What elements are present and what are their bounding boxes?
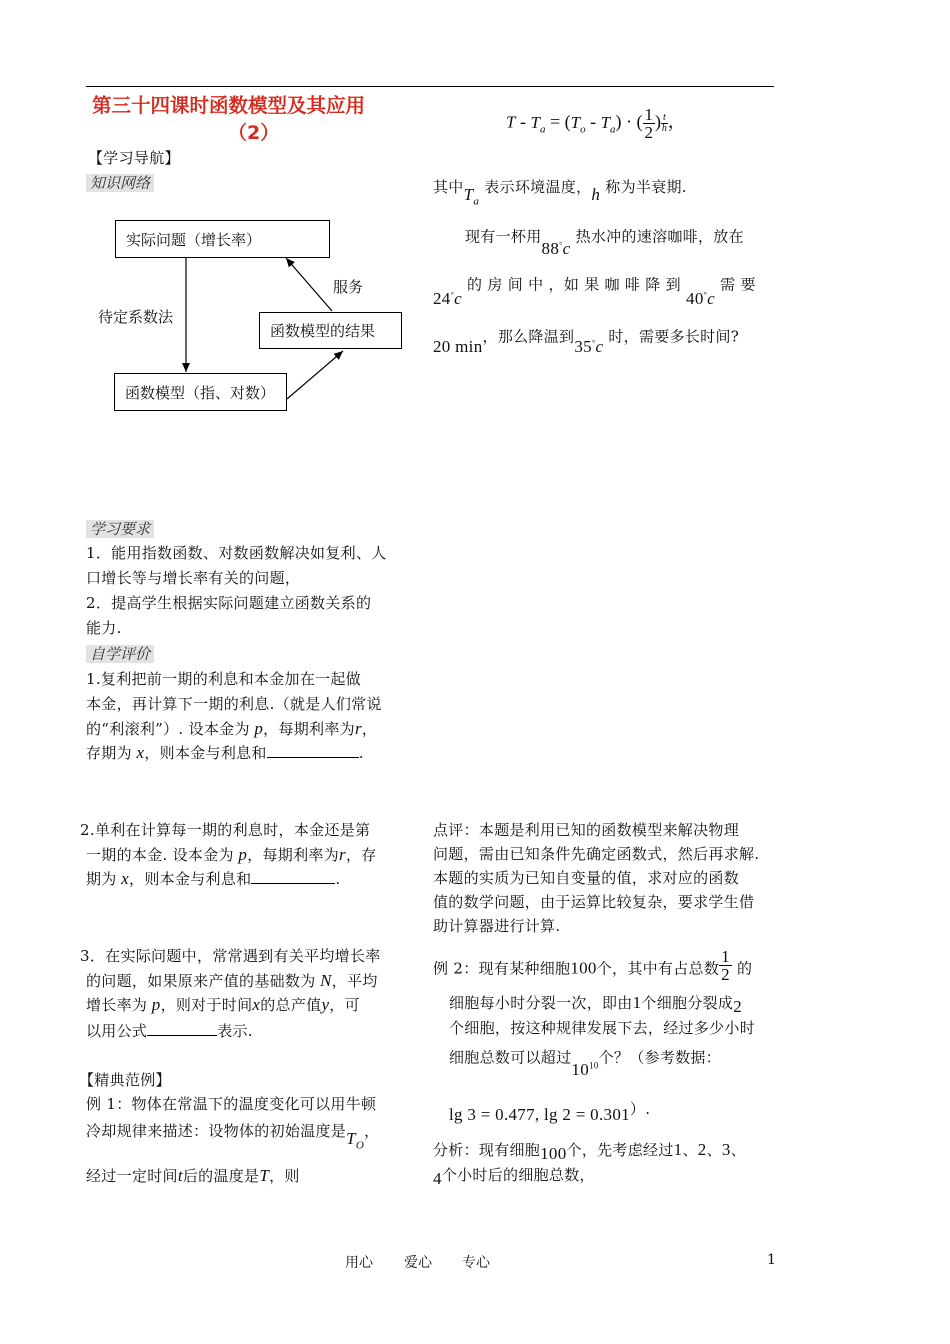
comment-line2: 问题，需由已知条件先确定函数式，然后再求解.: [433, 845, 760, 863]
answer-blank-3[interactable]: [147, 1019, 217, 1036]
footer-text-2: 爱心: [404, 1255, 432, 1271]
q3-line1: 3．在实际问题中，常常遇到有关平均增长率: [80, 947, 381, 965]
diagram-arrows: [0, 0, 450, 430]
req2-line1: 2．提高学生根据实际问题建立函数关系的: [86, 594, 372, 612]
q2-line2: 一期的本金. 设本金为 p，每期利率为r，存: [86, 845, 377, 864]
ex1-line3: 经过一定时间t后的温度是T，则: [86, 1166, 300, 1185]
arrow-up-left: [286, 258, 332, 311]
self-eval-heading: 自学评价: [86, 645, 154, 663]
page-number: 1: [767, 1252, 776, 1268]
label-undetermined-coefficient: 待定系数法: [98, 308, 174, 326]
req1-line1: 1．能用指数函数、对数函数解决如复利、人: [86, 544, 387, 562]
q1-line1: 1.复利把前一期的利息和本金加在一起做: [86, 670, 362, 688]
newton-cooling-formula: $T - T_a = (T_o - T_a)$ · ( $\frac{1}{2}$ ) $\frac{t}{h}$ ，: [506, 105, 686, 142]
q1-line3: 的“利滚利”）. 设本金为 p，每期利率为r，: [86, 719, 378, 738]
label-serve: 服务: [333, 278, 364, 296]
requirements-heading: 学习要求: [86, 520, 154, 538]
analysis-line1: 分析：现有细胞100个，先考虑经过1、2、3、: [433, 1140, 746, 1163]
ex2-line1: 例 2：现有某种细胞100个，其中有占总数 $\frac{1}{2}$ 的: [433, 947, 753, 984]
coffee-line3: 20 min，那么降温到35°c 时，需要多长时间?: [433, 327, 740, 356]
analysis-line2: 4个小时后的细胞总数，: [433, 1166, 595, 1188]
ex2-line5: lg 3 = 0.477, lg 2 = 0.301）.: [449, 1100, 651, 1124]
ex2-line3: 个细胞，按这种规律发展下去，经过多少小时: [449, 1019, 756, 1037]
arrow-up-right: [287, 351, 343, 399]
coffee-line2: 24°c 的 房 间 中 ，如 果 咖 啡 降 到 40°c 需 要: [433, 275, 756, 308]
page-title-number: （2）: [228, 122, 280, 144]
box-function-model: 函数模型（指、对数）: [114, 373, 287, 411]
coffee-line1: 现有一杯用88°c 热水冲的速溶咖啡，放在: [465, 227, 744, 258]
footer-text-1: 用心: [345, 1255, 373, 1271]
comment-line3: 本题的实质为已知自变量的值，求对应的函数: [433, 869, 740, 887]
knowledge-net-heading: 知识网络: [86, 174, 154, 192]
examples-heading: 【精典范例】: [79, 1071, 171, 1089]
ex1-line2: 冷却规律来描述：设物体的初始温度是$T_O$，: [86, 1122, 380, 1152]
answer-blank-1[interactable]: [267, 741, 359, 758]
comment-line1: 点评：本题是利用已知的函数模型来解决物理: [433, 821, 740, 839]
q1-line2: 本金，再计算下一期的利息.（就是人们常说: [86, 695, 382, 713]
ex2-line2: 细胞每小时分裂一次，即由1个细胞分裂成2: [449, 993, 743, 1016]
guide-heading: 【学习导航】: [88, 149, 180, 167]
q3-line4: 以用公式 表示.: [86, 1019, 253, 1044]
q3-line3: 增长率为 p，则对于时间x的总产值y，可: [86, 995, 360, 1014]
box-actual-problem: 实际问题（增长率）: [115, 220, 330, 258]
footer-text-3: 专心: [462, 1255, 490, 1271]
comment-line4: 值的数学问题，由于运算比较复杂，要求学生借: [433, 893, 755, 911]
q2-line1: 2.单利在计算每一期的利息时，本金还是第: [80, 821, 371, 839]
req2-line2: 能力.: [86, 619, 122, 637]
answer-blank-2[interactable]: [251, 867, 335, 884]
box-model-result: 函数模型的结果: [259, 312, 402, 349]
ex1-line1: 例 1：物体在常温下的温度变化可以用牛顿: [86, 1095, 377, 1113]
ex2-line4: 细胞总数可以超过$10^{10}$个？（参考数据：: [449, 1048, 722, 1079]
page-title: 第三十四课时函数模型及其应用: [92, 94, 366, 117]
where-line: 其中$T_a$ 表示环境温度，h 称为半衰期.: [433, 178, 687, 208]
q1-line4: 存期为 x，则本金与利息和 .: [86, 743, 364, 762]
q2-line3: 期为 x，则本金与利息和 .: [86, 869, 341, 888]
q3-line2: 的问题，如果原来产值的基础数为 N，平均: [86, 971, 378, 990]
req1-line2: 口增长等与增长率有关的问题，: [86, 569, 301, 587]
comment-line5: 助计算器进行计算.: [433, 917, 561, 935]
